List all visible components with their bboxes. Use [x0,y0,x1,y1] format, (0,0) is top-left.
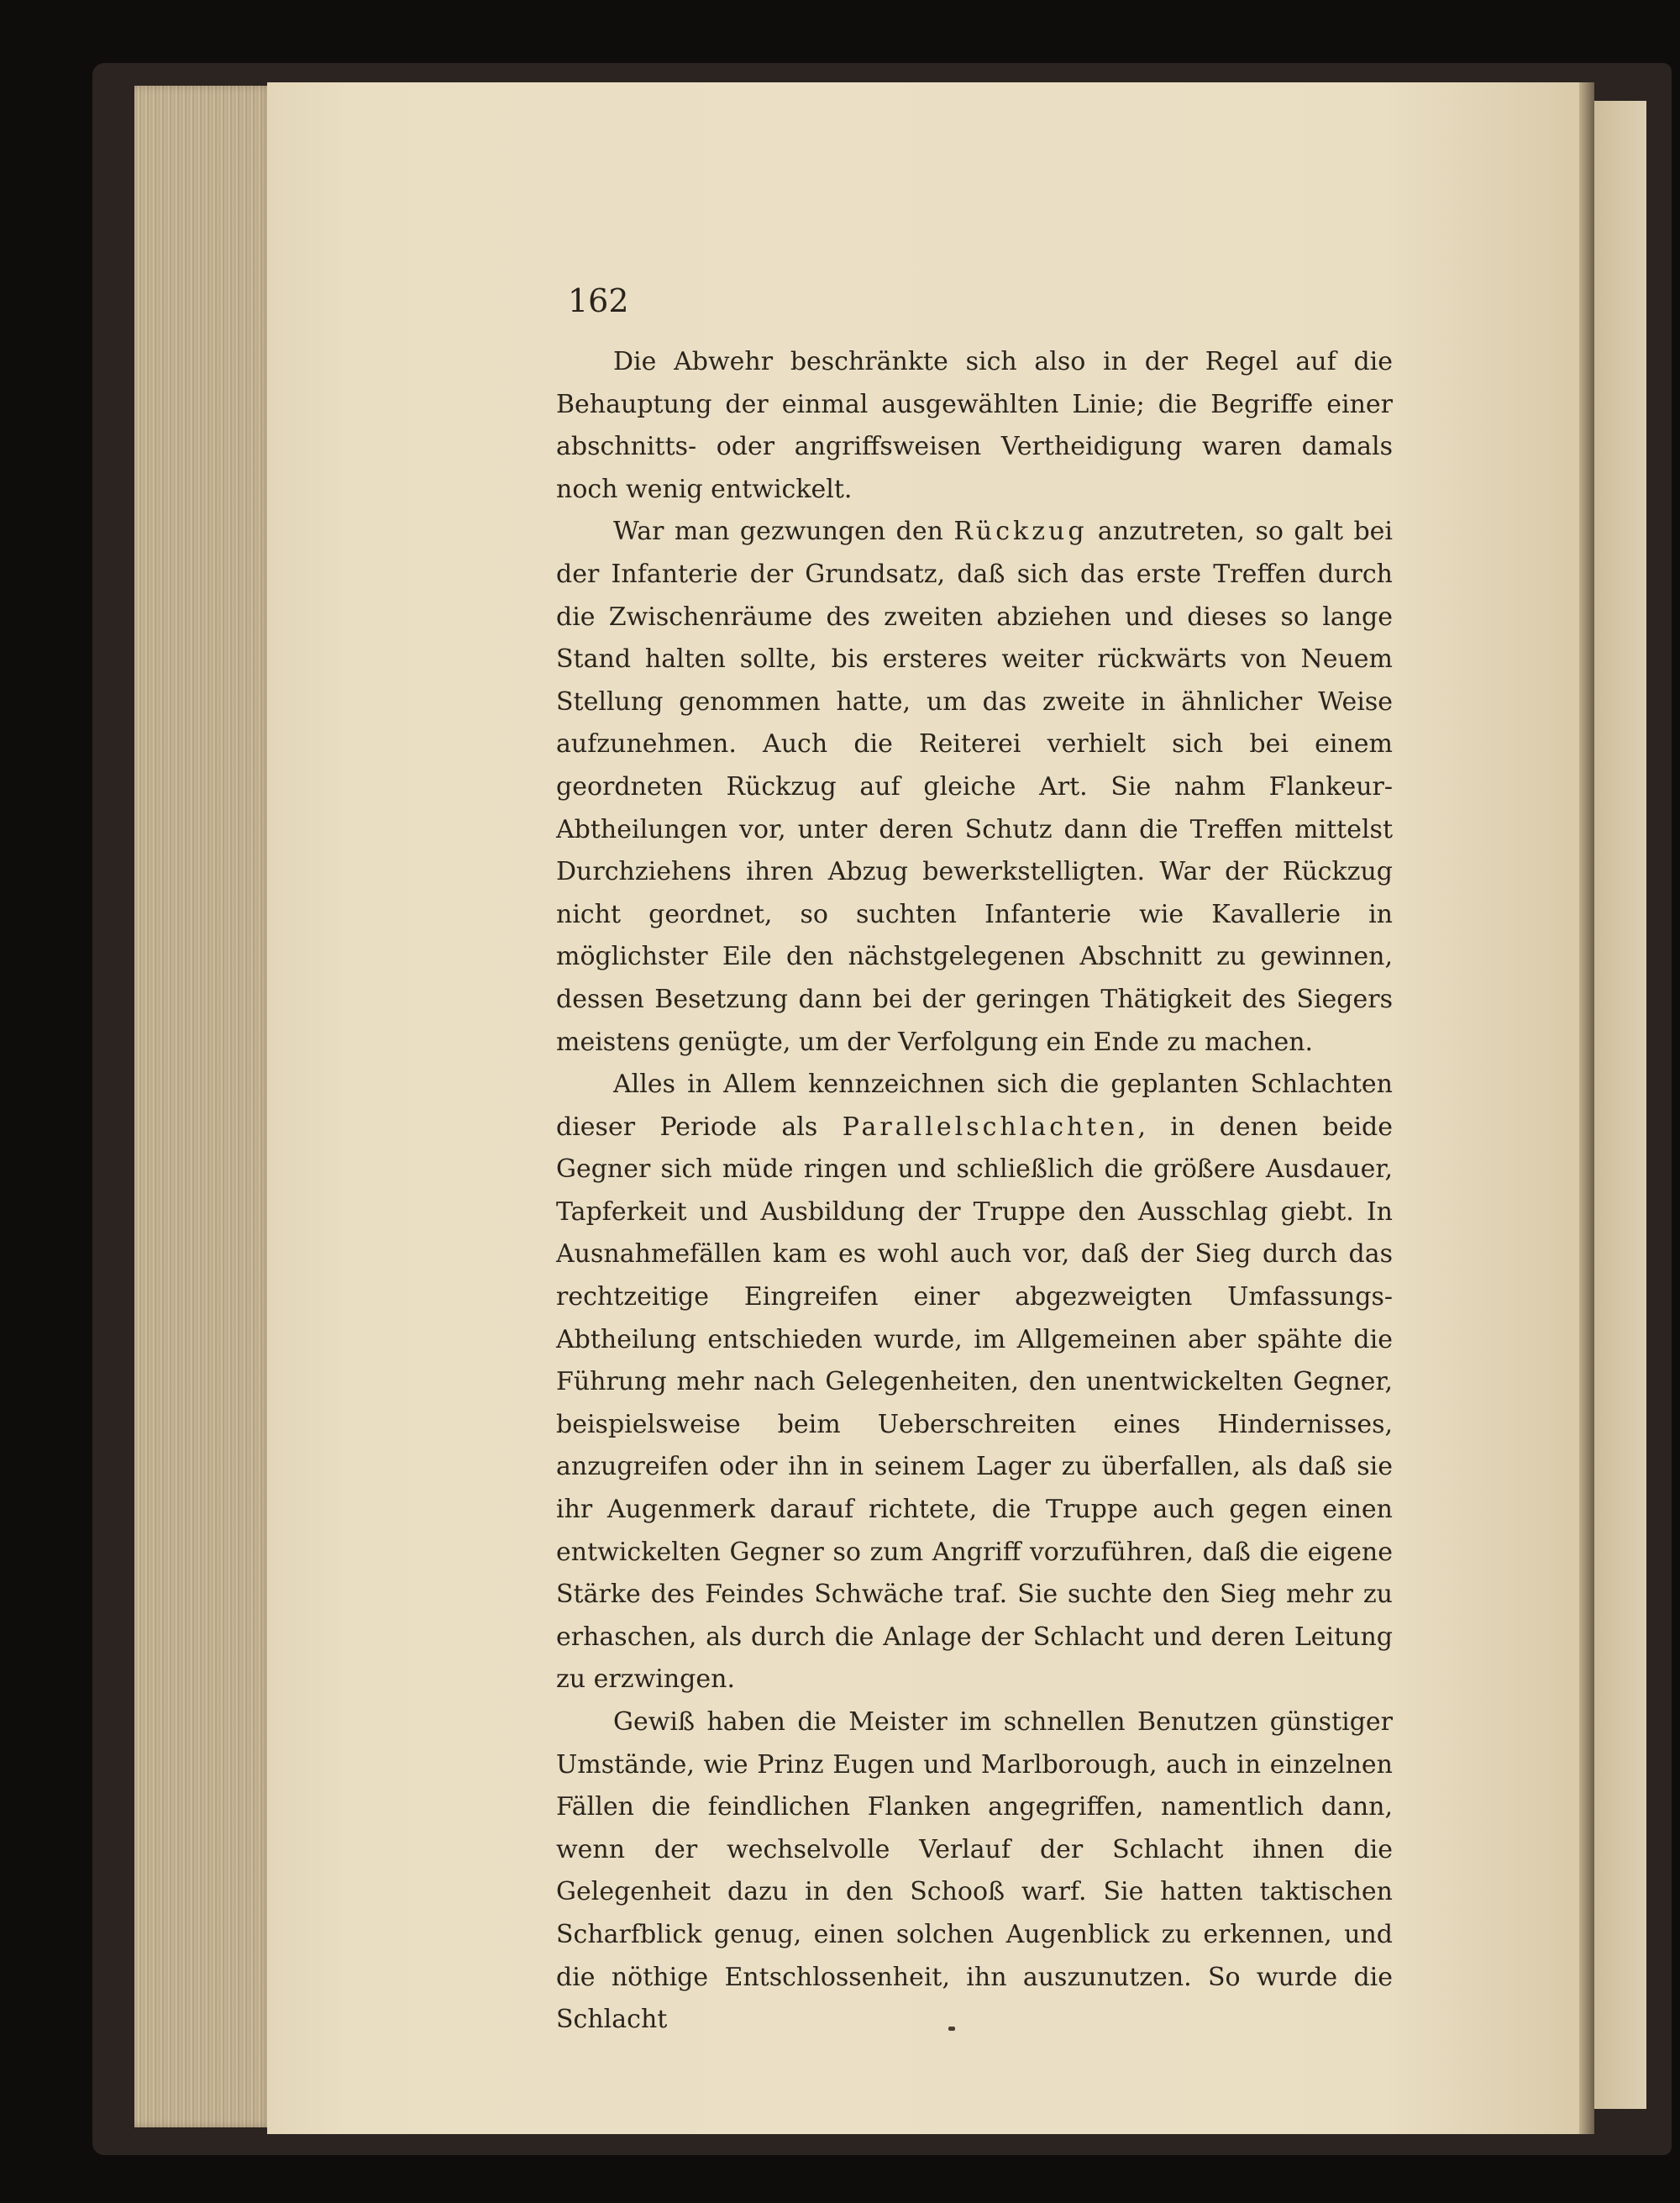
paragraph-text: War man gezwungen den [613,517,954,547]
paragraph-text: Die Abwehr beschränkte sich also in der Regel auf die Behauptung der einmal ausgewählten Linie; die Begriffe einer abschnitts- oder angriffsweisen Vertheidigung waren damals noch wenig entwickelt. [556,347,1393,504]
next-page-edge [1594,101,1646,2109]
page-gutter [1579,82,1594,2134]
page-number: 162 [568,282,629,319]
paragraph-2 [556,511,1393,1064]
paragraph-text: Alles in Allem kennzeichnen sich die geplanten Schlachten dieser Periode als [556,1070,1393,1142]
emphasized-term: Parallelschlachten [842,1112,1138,1142]
ink-mark [948,2027,955,2031]
paragraph-text: , in denen beide Gegner sich müde ringen und schließlich die größere Ausdauer, Tapferkeit und Ausbildung der Truppe den Ausschlag giebt. In Ausnahmefällen kam es wohl auch vor, daß der Sieg durch das rechtzeitige Eingreifen einer abgezweigten Umfassungs-Abtheilung entschieden wurde, im Allgemeinen aber spähte die Führung mehr nach Gelegenheiten, den unentwickelten Gegner, beispielsweise beim Ueberschreiten eines Hindernisses, anzugreifen oder ihn in seinem Lager zu überfallen, als daß sie ihr Augenmerk darauf richtete, die Truppe auch gegen einen entwickelten Gegner so zum Angriff vorzuführen, daß die eigene Stärke des Feindes Schwäche traf. Sie suchte den Sieg mehr zu erhaschen, als durch die Anlage der Schlacht und deren Leitung zu erzwingen. [556,1112,1393,1695]
emphasized-term: Rückzug [953,517,1088,547]
body-text [556,341,1393,2042]
paragraph-3 [556,1064,1393,1701]
paragraph-text: anzutreten, so galt bei der Infanterie der Grundsatz, daß sich das erste Treffen durch die Zwischenräume des zweiten abziehen und dieses so lange Stand halten sollte, bis ersteres weiter rückwärts von Neuem Stellung genommen hatte, um das zweite in ähnlicher Weise aufzunehmen. Auch die Reiterei verhielt sich bei einem geordneten Rückzug auf gleiche Art. Sie nahm Flankeur-Abtheilungen vor, unter deren Schutz dann die Treffen mittelst Durchziehens ihren Abzug bewerkstelligten. War der Rückzug nicht geordnet, so suchten Infanterie wie Kavallerie in möglichster Eile den nächstgelegenen Abschnitt zu gewinnen, dessen Besetzung dann bei der geringen Thätigkeit des Siegers meistens genügte, um der Verfolgung ein Ende zu machen. [556,517,1393,1057]
paragraph-1 [556,341,1393,511]
paragraph-4 [556,1701,1393,2042]
page-edges [134,86,273,2127]
paragraph-text: Gewiß haben die Meister im schnellen Benutzen günstiger Umstände, wie Prinz Eugen und Marlborough, auch in einzelnen Fällen die feindlichen Flanken angegriffen, namentlich dann, wenn der wechselvolle Verlauf der Schlacht ihnen die Gelegenheit dazu in den Schooß warf. Sie hatten taktischen Scharfblick genug, einen solchen Augenblick zu erkennen, und die nöthige Entschlossenheit, ihn auszunutzen. So wurde die Schlacht [556,1707,1393,2035]
